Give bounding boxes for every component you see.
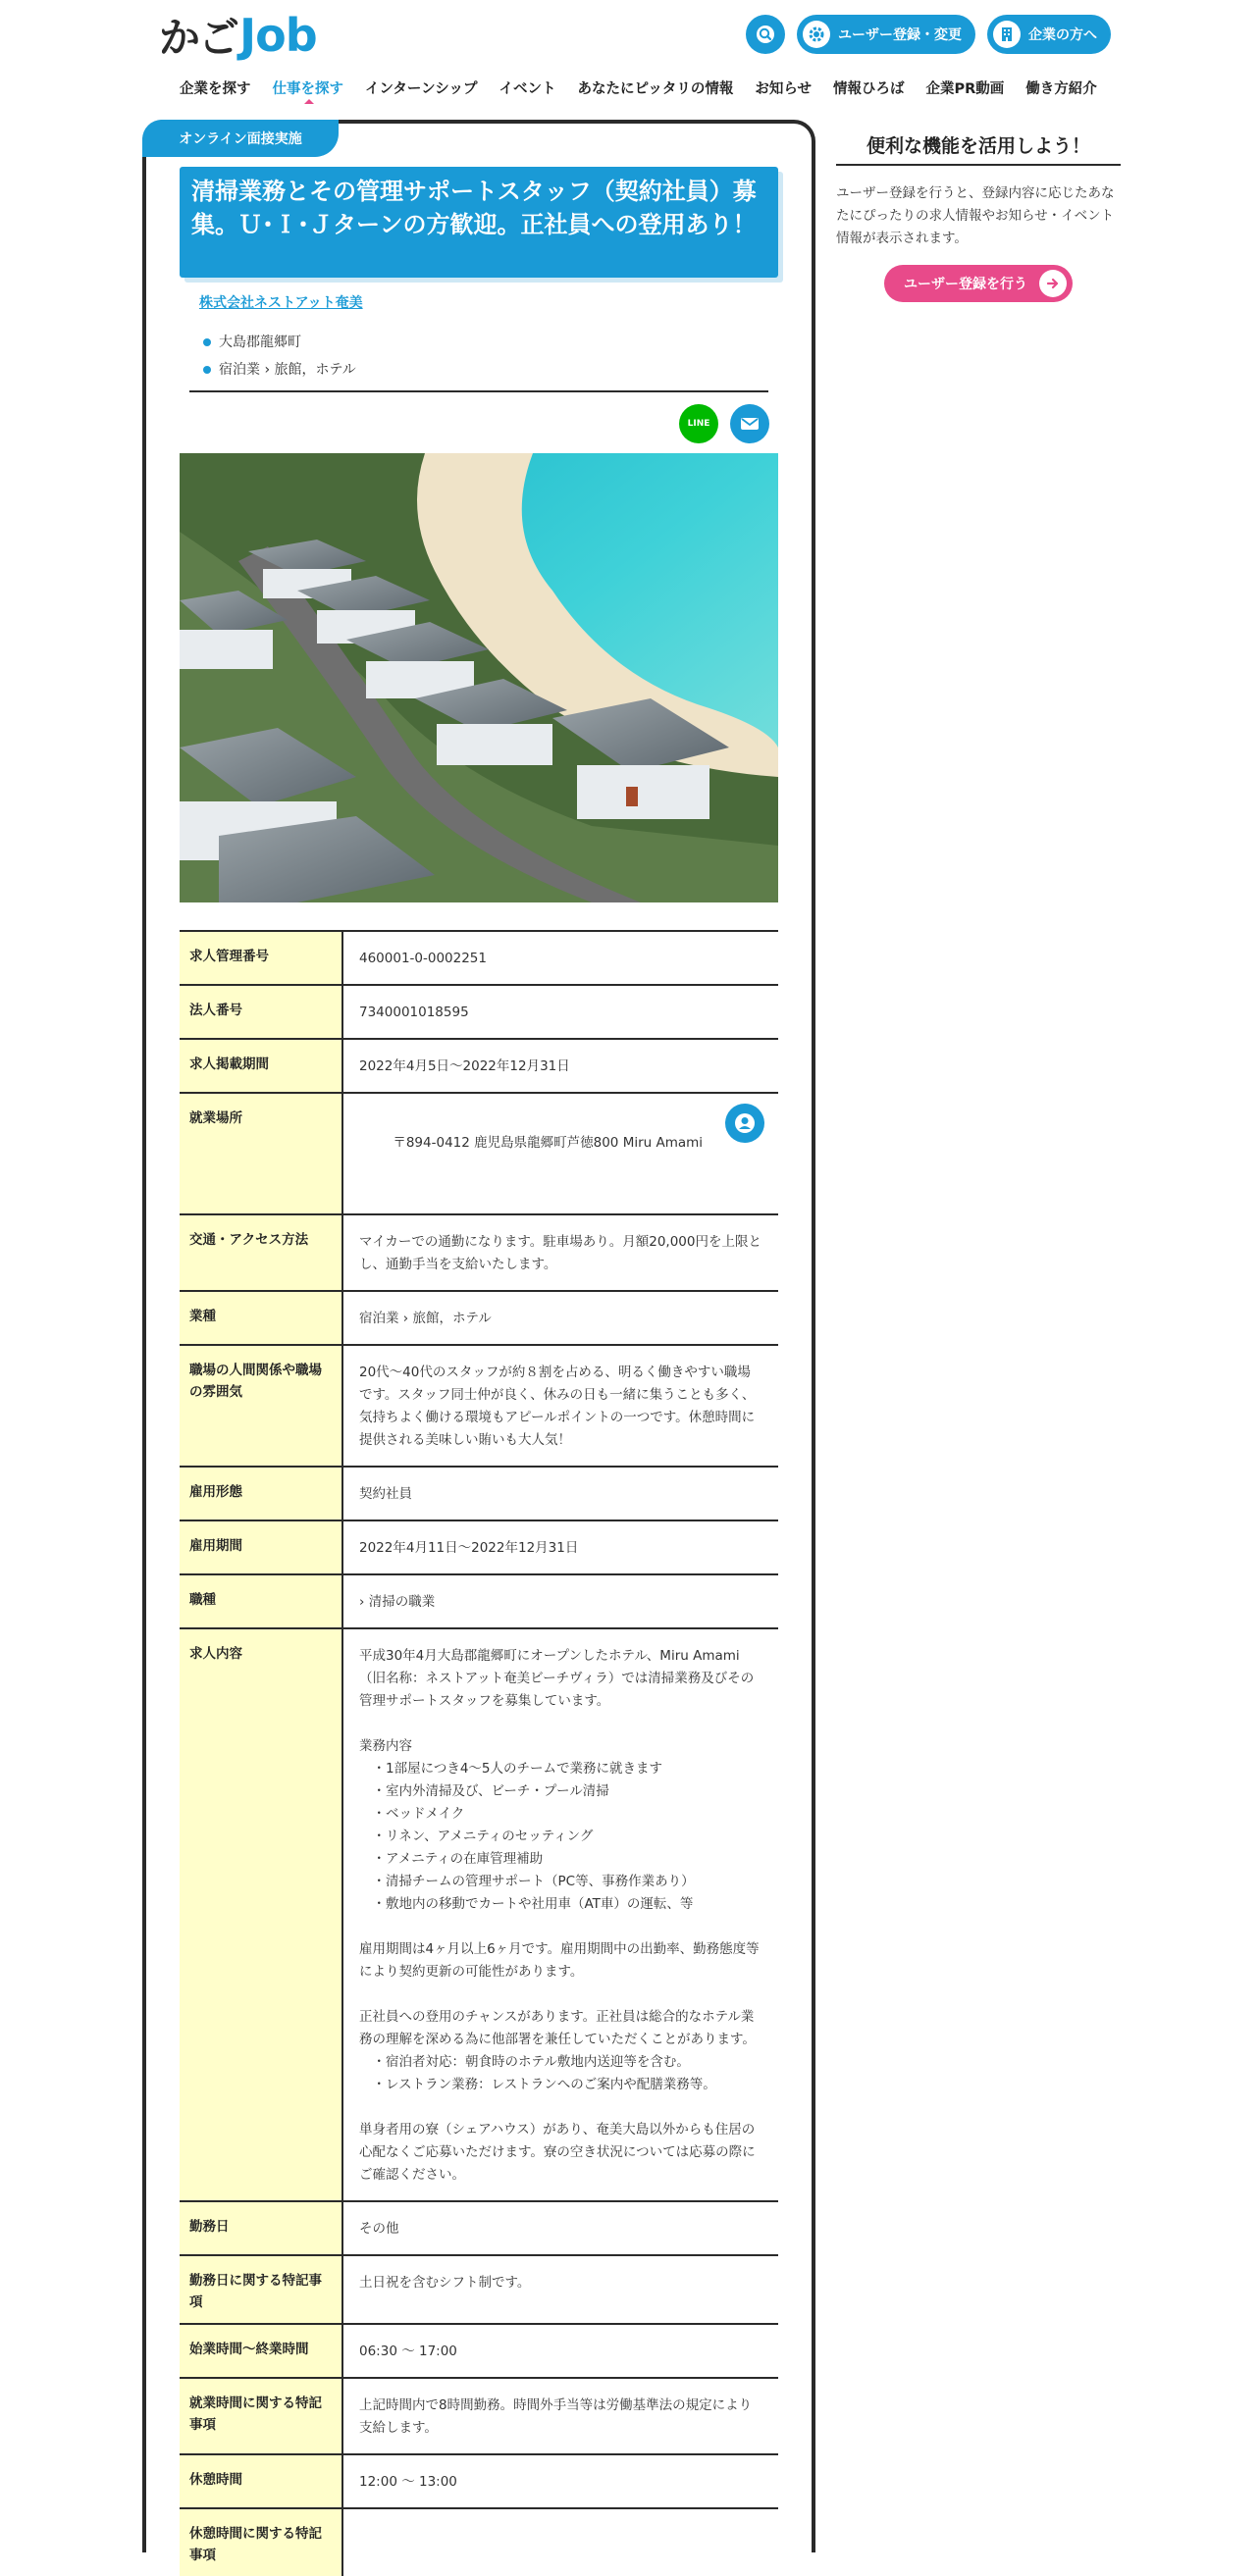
- nav-item-workstyle[interactable]: 働き方紹介: [1025, 81, 1097, 97]
- building-icon: [993, 21, 1021, 48]
- row-label: 始業時間～終業時間: [180, 2324, 342, 2378]
- job-tags: [203, 329, 356, 384]
- user-register-label: ユーザー登録・変更: [838, 27, 962, 43]
- row-label: 勤務日に関する特記事項: [180, 2255, 342, 2324]
- job-title: 清掃業務とその管理サポートスタッフ（契約社員）募集。Ｕ･Ｉ･Ｊターンの方歓迎。正社員への登用あり！: [191, 178, 757, 238]
- resort-aerial-image: [180, 453, 778, 902]
- row-label: 就業時間に関する特記事項: [180, 2378, 342, 2454]
- sidebar-register-label: ユーザー登録を行う: [904, 277, 1027, 292]
- row-label: 法人番号: [180, 985, 342, 1039]
- nav-item-events[interactable]: イベント: [499, 81, 556, 97]
- site-logo[interactable]: [159, 10, 317, 61]
- nav-item-jobs[interactable]: 仕事を探す: [262, 78, 355, 106]
- row-value: 〒894-0412 鹿児島県龍郷町芦徳800 Miru Amami: [393, 1135, 704, 1151]
- site-header: [0, 0, 1260, 118]
- row-value: マイカーでの通勤になります。駐車場あり。月額20,000円を上限とし、通勤手当を支給いたします。: [359, 1234, 761, 1272]
- row-label: 交通・アクセス方法: [180, 1214, 342, 1291]
- table-row: [180, 1574, 778, 1628]
- nav-item-info-plaza[interactable]: 情報ひろば: [832, 81, 905, 97]
- sidebar-description: ユーザー登録を行うと、登録内容に応じたあなたにぴったりの求人情報やお知らせ・イベント情報が表示されます。: [836, 185, 1115, 246]
- table-row: [180, 1628, 778, 2201]
- nav-item-internship[interactable]: インターンシップ: [365, 81, 478, 97]
- row-value: 7340001018595: [359, 1005, 469, 1020]
- online-interview-badge: オンライン面接実施: [142, 120, 339, 157]
- nav-item-pr-video[interactable]: 企業PR動画: [925, 81, 1005, 97]
- user-register-button[interactable]: [797, 15, 975, 54]
- row-label: 休憩時間: [180, 2454, 342, 2508]
- job-title-box: [180, 167, 778, 278]
- main-nav: [180, 78, 1108, 106]
- line-share-button[interactable]: [679, 404, 718, 443]
- line-icon: LINE: [687, 419, 710, 429]
- row-label: 休憩時間に関する特記事項: [180, 2508, 342, 2576]
- map-pin-icon: [733, 1111, 757, 1135]
- map-button[interactable]: [725, 1104, 764, 1143]
- workplace-cell: [342, 1093, 778, 1214]
- row-value: › 清掃の職業: [359, 1594, 436, 1610]
- row-label: 雇用期間: [180, 1520, 342, 1574]
- row-label: 求人管理番号: [180, 931, 342, 985]
- table-row: [180, 931, 778, 985]
- row-label: 勤務日: [180, 2201, 342, 2255]
- row-value: 平成30年4月大島郡龍郷町にオープンしたホテル、Miru Amami（旧名称：ネストアット奄美ビーチヴィラ）では清掃業務及びその管理サポートスタッフを募集しています。 業務内容 ・1部屋につき4～5人のチームで業務に就きます ・室内外清掃及び、ビーチ・プール清掃 ・ベッドメイク ・リネン、アメニティのセッティング ・アメニティの在庫管理補助 ・清掃チームの管理サポート（PC等、事務作業あり） ・敷地内の移動でカートや社用車（AT車）の運転、等 雇用期間は4ヶ月以上6ヶ月です。雇用期間中の出勤率、勤務態度等により契約更新の可能性があります。 正社員への登用のチャンスがあります。正社員は総合的なホテル業務の理解を深める為に他部署を兼任していただくことがあります。 ・宿泊者対応：朝食時のホテル敷地内送迎等を含む。 ・レストラン業務：レストランへのご案内や配膳業務等。 単身者用の寮（シェアハウス）があり、奄美大島以外からも住居の心配なくご応募いただけます。寮の空き状況については応募の際にご確認ください。: [359, 1648, 760, 2183]
- row-value: 契約社員: [359, 1486, 412, 1502]
- logo-kago-text: かご: [159, 14, 238, 62]
- table-row: [180, 1467, 778, 1520]
- table-row: [180, 2378, 778, 2454]
- row-label: 職種: [180, 1574, 342, 1628]
- header-actions: [746, 15, 1111, 54]
- nav-item-recommended[interactable]: あなたにピッタリの情報: [577, 81, 734, 97]
- for-companies-button[interactable]: [987, 15, 1111, 54]
- nav-item-companies[interactable]: 企業を探す: [180, 81, 251, 97]
- header-divider: [189, 390, 768, 392]
- table-row: [180, 1093, 778, 1214]
- table-row: [180, 2201, 778, 2255]
- arrow-right-icon: [1039, 270, 1067, 297]
- table-row: [180, 1214, 778, 1291]
- sidebar-title: 便利な機能を活用しよう！: [836, 131, 1121, 166]
- location-tag: 大島郡龍郷町: [203, 329, 356, 356]
- row-value: 土日祝を含むシフト制です。: [359, 2275, 531, 2291]
- row-label: 業種: [180, 1291, 342, 1345]
- company-link[interactable]: 株式会社ネストアット奄美: [199, 295, 363, 311]
- job-photo: [180, 453, 778, 902]
- row-value: 上記時間内で8時間勤務。時間外手当等は労働基準法の規定により支給します。: [359, 2397, 753, 2436]
- table-row: [180, 1345, 778, 1467]
- row-label: 雇用形態: [180, 1467, 342, 1520]
- share-buttons: [679, 404, 769, 443]
- row-value: その他: [359, 2221, 399, 2237]
- row-label: 職場の人間関係や職場の雰囲気: [180, 1345, 342, 1467]
- row-value: 460001-0-0002251: [359, 951, 487, 966]
- row-value: 20代～40代のスタッフが約８割を占める、明るく働きやすい職場です。スタッフ同士仲が良く、休みの日も一緒に集うことも多く、気持ちよく働ける環境もアピールポイントの一つです。休憩時間に提供される美味しい賄いも大人気！: [359, 1365, 756, 1448]
- gear-icon: [803, 21, 830, 48]
- row-value: 2022年4月5日～2022年12月31日: [359, 1058, 570, 1074]
- table-row: [180, 2324, 778, 2378]
- row-value: 12:00 ～ 13:00: [359, 2474, 457, 2490]
- row-value: 2022年4月11日～2022年12月31日: [359, 1540, 579, 1556]
- row-value: [342, 2508, 778, 2576]
- for-companies-label: 企業の方へ: [1028, 27, 1097, 43]
- table-row: [180, 2255, 778, 2324]
- row-value: 宿泊業 › 旅館，ホテル: [359, 1311, 492, 1326]
- table-row: [180, 985, 778, 1039]
- table-row: [180, 1291, 778, 1345]
- sidebar-register-button[interactable]: [884, 265, 1073, 302]
- mail-share-button[interactable]: [730, 404, 769, 443]
- row-label: 就業場所: [180, 1093, 342, 1214]
- table-row: [180, 2454, 778, 2508]
- table-row: [180, 2508, 778, 2576]
- row-label: 求人内容: [180, 1628, 342, 2201]
- search-icon: [755, 24, 776, 45]
- table-row: [180, 1520, 778, 1574]
- industry-tag: 宿泊業 › 旅館，ホテル: [203, 356, 356, 384]
- table-row: [180, 1039, 778, 1093]
- search-button[interactable]: [746, 15, 785, 54]
- row-label: 求人掲載期間: [180, 1039, 342, 1093]
- mail-icon: [740, 416, 760, 432]
- logo-job-text: Job: [239, 9, 317, 62]
- job-info-table: [180, 930, 778, 2576]
- nav-item-news[interactable]: お知らせ: [755, 81, 812, 97]
- row-value: 06:30 ～ 17:00: [359, 2344, 457, 2359]
